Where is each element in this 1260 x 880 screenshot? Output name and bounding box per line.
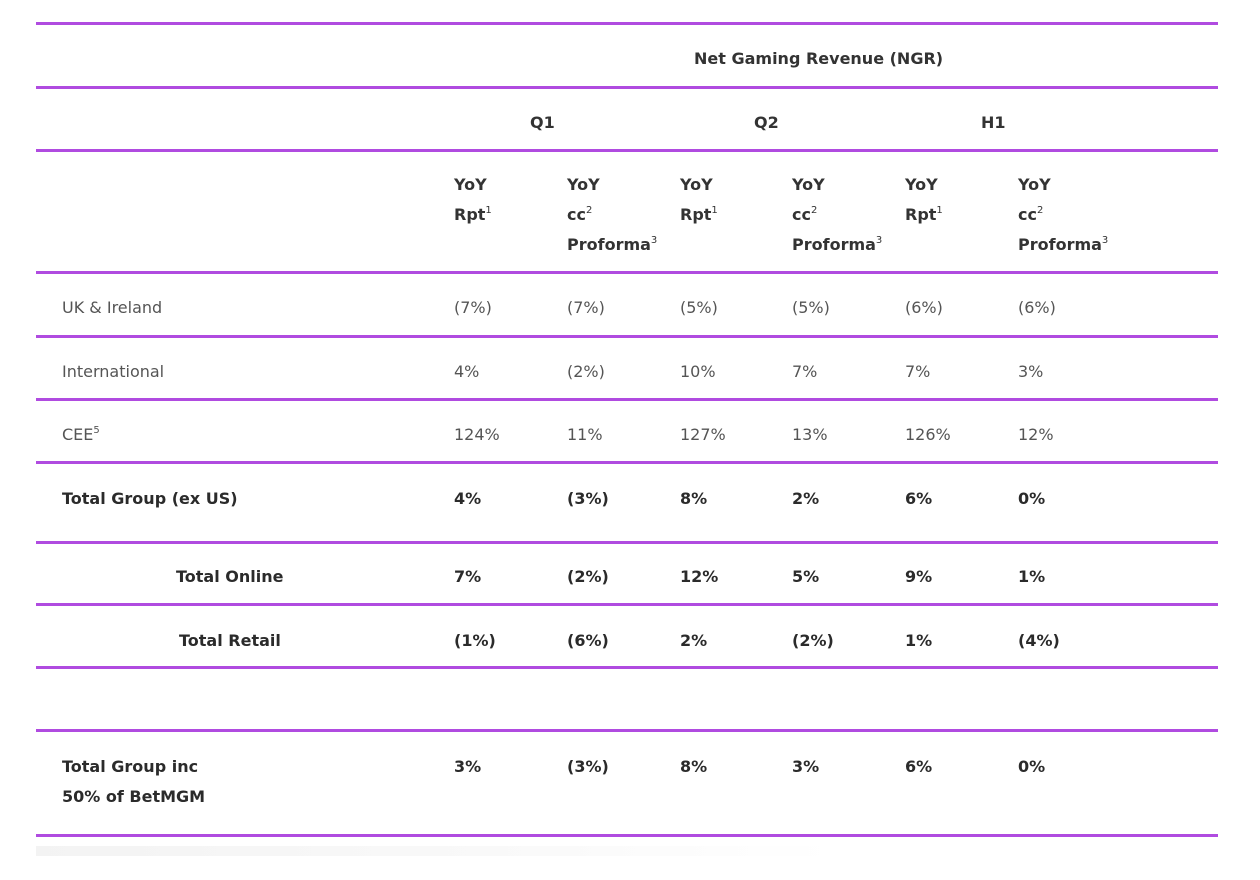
table-cell: (4%) [1018,631,1060,650]
table-cell: 10% [680,362,716,381]
table-cell: 126% [905,425,951,444]
table-cell: 6% [905,489,933,508]
table-cell: 3% [792,757,820,776]
col-header-6: YoY $cc^2$ Proforma$^3$ [1018,175,1109,254]
col-header-4: YoY $cc^2$ Proforma$^3$ [792,175,883,254]
table-title: Net Gaming Revenue (NGR) [694,49,944,68]
table-cell: (7%) [567,298,605,317]
table-cell: (5%) [680,298,718,317]
table-cell: 1% [905,631,933,650]
rule-row-6 [36,666,1218,669]
row-label-cee: CEE$^5$ [62,425,100,444]
table-cell: 0% [1018,757,1046,776]
table-cell: 6% [905,757,933,776]
col-header-3: YoY Rpt$^1$ [680,175,718,224]
table-cell: 1% [1018,567,1046,586]
table-cell: 12% [1018,425,1054,444]
rule-periods [36,149,1218,152]
table-cell: (5%) [792,298,830,317]
table-cell: (1%) [454,631,496,650]
table-cell: 127% [680,425,726,444]
table-cell: (2%) [792,631,834,650]
table-cell: 2% [792,489,820,508]
table-cell: 0% [1018,489,1046,508]
table-cell: 3% [1018,362,1044,381]
rule-row-3 [36,461,1218,464]
table-cell: (2%) [567,567,609,586]
table-cell: 9% [905,567,933,586]
col-header-2: YoY $cc^2$ Proforma$^3$ [567,175,658,254]
ngr-table [36,0,1218,880]
table-cell: (7%) [454,298,492,317]
table-cell: 8% [680,489,708,508]
row-label-total-group-ex-us: Total Group (ex US) [62,489,238,508]
table-cell: 12% [680,567,719,586]
col-header-5: YoY Rpt$^1$ [905,175,943,224]
table-cell: 11% [567,425,603,444]
table-cell: (3%) [567,757,609,776]
period-h1: H1 [981,113,1006,132]
table-cell: 7% [792,362,818,381]
table-cell: 3% [454,757,482,776]
rule-row-7 [36,729,1218,732]
row-label-total-group-inc-betmgm: Total Group inc 50% of BetMGM [62,757,206,806]
table-cell: (3%) [567,489,609,508]
table-cell: 4% [454,362,480,381]
table-cell: 124% [454,425,500,444]
table-cell: 13% [792,425,828,444]
rule-title [36,86,1218,89]
table-cell: (6%) [905,298,943,317]
table-cell: 8% [680,757,708,776]
table-cell: (2%) [567,362,605,381]
table-cell: 7% [454,567,482,586]
table-cell: 2% [680,631,708,650]
rule-bottom [36,834,1218,837]
row-label-international: International [62,362,165,381]
col-header-1: YoY Rpt$^1$ [454,175,492,224]
rule-row-2 [36,398,1218,401]
footnote-marker: 5 [93,425,100,436]
table-cell: 5% [792,567,820,586]
rule-row-5 [36,603,1218,606]
rule-row-4 [36,541,1218,544]
row-label-uk-ireland: UK & Ireland [62,298,163,317]
row-label-total-retail: Total Retail [179,631,281,650]
period-q2: Q2 [754,113,779,132]
row-label-total-online: Total Online [176,567,284,586]
table-cell: 7% [905,362,931,381]
table-cell: 4% [454,489,482,508]
table-cell: (6%) [1018,298,1056,317]
rule-top [36,22,1218,25]
rule-col-headers [36,271,1218,274]
table-cell: (6%) [567,631,609,650]
cropped-footnote-strip [36,846,836,856]
rule-row-1 [36,335,1218,338]
period-q1: Q1 [530,113,555,132]
